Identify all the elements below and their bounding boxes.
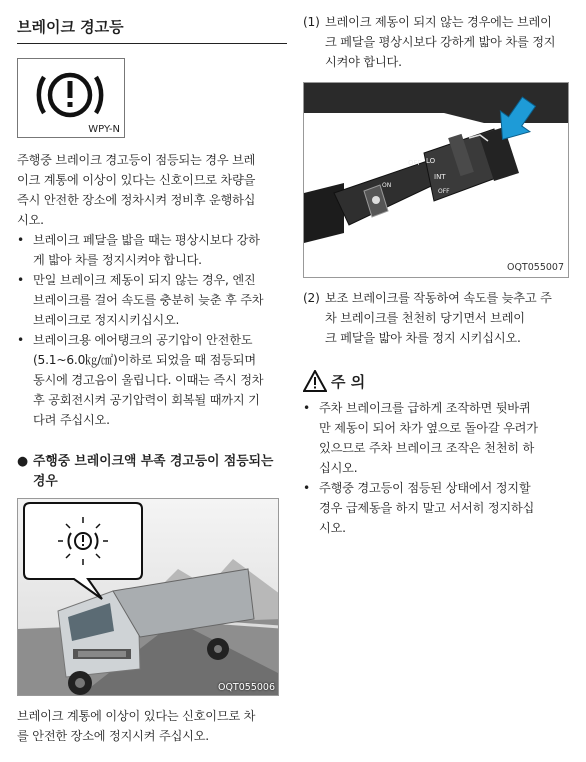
stalk-lever-drawing — [304, 83, 569, 278]
section-title: 브레이크 경고등 — [17, 0, 287, 44]
caution-line: 경우 급제동을 하지 말고 서서히 정지하십 — [319, 501, 535, 515]
lever-label-lo: LO — [426, 157, 436, 165]
right-column — [303, 12, 573, 538]
bullet-item — [17, 230, 287, 270]
caption-line: 브레이크 계통에 이상이 있다는 신호이므로 차 — [17, 709, 256, 723]
sub-title-line: 주행중 브레이크액 부족 경고등이 점등되는 — [33, 454, 274, 469]
intro-line: 시오. — [17, 213, 44, 227]
bullet-line: 다려 주십시오. — [33, 413, 110, 427]
lever-label-off2: OFF — [438, 188, 450, 195]
truck-photo — [17, 498, 279, 696]
sub-title-line: 경우 — [33, 474, 58, 489]
caution-line: 주차 브레이크를 급하게 조작하면 뒷바퀴 — [319, 401, 531, 415]
intro-line: 즉시 안전한 장소에 정차시켜 정비후 운행하십 — [17, 193, 256, 207]
caution-line: 주행중 경고등이 점등된 상태에서 정지할 — [319, 481, 531, 495]
bullet-mark: • — [17, 233, 24, 247]
caption-line: 를 안전한 장소에 정지시켜 주십시오. — [17, 729, 209, 743]
lever-label-int: INT — [434, 173, 446, 181]
bullet-item — [17, 270, 287, 330]
bullet-mark: • — [303, 401, 310, 415]
photo-code: OQT055006 — [217, 682, 275, 693]
truck-illustration — [18, 499, 279, 696]
bullet-line: 브레이크 페달을 밟을 때는 평상시보다 강하 — [33, 233, 260, 247]
bullet-mark: • — [303, 481, 310, 495]
bullet-mark: • — [17, 273, 24, 287]
intro-paragraph — [17, 150, 287, 230]
caution-line: 있으므로 주차 브레이크 조작은 천천히 하 — [319, 441, 535, 455]
bullet-line: 브레이크용 에어탱크의 공기압이 안전한도 — [33, 333, 253, 347]
numbered-item-1 — [303, 12, 573, 72]
caution-bullet — [303, 478, 573, 538]
item-line: 크 페달을 평상시보다 강하게 밟아 차를 정지 — [325, 35, 556, 49]
sub-section-title — [17, 452, 287, 492]
photo-caption — [17, 706, 287, 746]
item-number: (1) — [303, 15, 320, 29]
caution-bullet — [303, 398, 573, 478]
lever-label-off: OFF — [408, 159, 422, 167]
bullet-line: 게 밟아 차를 정지시켜야 합니다. — [33, 253, 202, 267]
item-number: (2) — [303, 291, 320, 305]
caution-heading — [303, 370, 573, 392]
item-line: 보조 브레이크를 작동하여 속도를 늦추고 주 — [325, 291, 552, 305]
icon-code: WPY-N — [88, 124, 120, 135]
bullet-line: (5.1~6.0㎏/㎠)이하로 되었을 때 점등되며 — [33, 353, 256, 367]
bullet-item — [17, 330, 287, 430]
caution-line: 만 제동이 되어 차가 옆으로 돌아갈 우려가 — [319, 421, 538, 435]
bullet-line: 브레이크로 정지시키십시오. — [33, 313, 180, 327]
bullet-line: 만일 브레이크 제동이 되지 않는 경우, 엔진 — [33, 273, 256, 287]
sub-mark: ● — [17, 454, 29, 469]
bullet-line: 후 공회전시켜 공기압력이 회복될 때까지 기 — [33, 393, 260, 407]
lever-code: OQT055007 — [506, 262, 564, 273]
caution-title: 주 의 — [331, 372, 366, 391]
item-line: 시켜야 합니다. — [325, 55, 402, 69]
intro-line: 주행중 브레이크 경고등이 점등되는 경우 브레 — [17, 153, 256, 167]
intro-line: 이크 계통에 이상이 있다는 신호이므로 차량을 — [17, 173, 256, 187]
left-column — [17, 0, 287, 746]
brake-lever-illustration — [303, 82, 569, 278]
caution-line: 십시오. — [319, 461, 358, 475]
brake-warning-icon-box — [17, 58, 125, 138]
bullet-mark: • — [17, 333, 24, 347]
bullet-line: 브레이크를 걸어 속도를 충분히 늦춘 후 주차 — [33, 293, 264, 307]
caution-line: 시오. — [319, 521, 346, 535]
item-line: 차 브레이크를 천천히 당기면서 브레이 — [325, 311, 525, 325]
lever-label-on: ON — [382, 182, 392, 189]
warning-triangle-icon — [303, 370, 327, 392]
item-line: 크 페달을 밟아 차를 정지 시키십시오. — [325, 331, 521, 345]
numbered-item-2 — [303, 288, 573, 348]
bullet-line: 동시에 경고음이 울립니다. 이때는 즉시 정차 — [33, 373, 264, 387]
item-line: 브레이크 제동이 되지 않는 경우에는 브레이 — [325, 15, 552, 29]
